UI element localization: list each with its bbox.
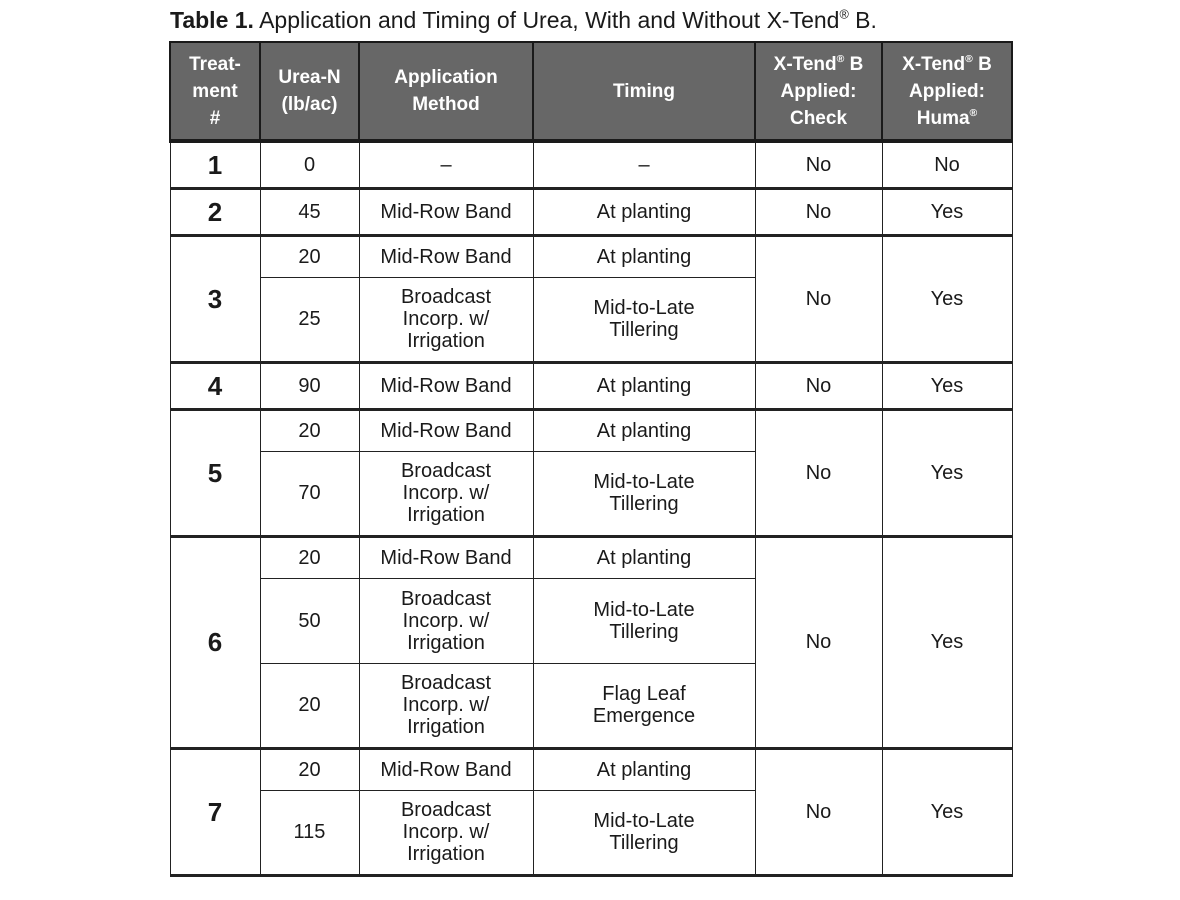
application-method-cell [359,663,533,748]
timing-cell [533,277,755,362]
application-method-cell: Mid-Row Band [359,188,533,235]
timing-cell: At planting [533,188,755,235]
table-row [170,235,1012,277]
urea-application-table [169,41,1013,877]
treatment-number: 6 [170,536,260,748]
table-row [170,188,1012,235]
xtend-check-cell: No [755,362,882,409]
wrapped-text: Broadcast Incorp. w/ Irrigation [400,672,492,738]
registered-mark: ® [836,53,845,65]
header-treatment-line: # [209,107,221,129]
application-method-cell [359,277,533,362]
table-body [170,141,1012,875]
header-method-line: Application [394,67,498,88]
timing-cell [533,578,755,663]
wrapped-text: Mid-to-Late Tillering [593,471,695,515]
table-row [170,748,1012,790]
application-method-cell: Mid-Row Band [359,409,533,451]
xtend-huma-cell: Yes [882,409,1012,536]
application-method-cell [359,451,533,536]
xtend-huma-cell: Yes [882,235,1012,362]
xtend-huma-cell: No [882,141,1012,188]
header-treatment [170,42,260,141]
caption-suffix: B. [848,7,877,33]
caption-label: Table 1. [170,7,254,33]
header-huma-line3 [889,105,1005,132]
urea-n-cell: 20 [260,663,359,748]
treatment-number: 7 [170,748,260,875]
wrapped-text: Flag Leaf Emergence [592,683,696,727]
urea-n-cell: 20 [260,748,359,790]
header-check-line2: Applied: [780,80,857,102]
table-caption [170,5,877,35]
table-row [170,536,1012,578]
header-check-text: B [844,53,864,75]
xtend-check-cell: No [755,188,882,235]
xtend-huma-cell: Yes [882,188,1012,235]
urea-n-cell: 90 [260,362,359,409]
header-huma-text: Huma [916,107,970,129]
table-row [170,409,1012,451]
registered-mark: ® [969,107,978,119]
timing-cell: At planting [533,536,755,578]
xtend-huma-cell: Yes [882,748,1012,875]
caption-text: Application and Timing of Urea, With and Without X-Tend [259,7,840,33]
application-method-cell: Mid-Row Band [359,362,533,409]
timing-cell: – [533,141,755,188]
header-treatment-line: Treat- [189,53,241,75]
header-timing: Timing [533,42,755,141]
treatment-number: 5 [170,409,260,536]
table-row [170,141,1012,188]
header-huma-line2: Applied: [909,80,985,102]
header-huma-text: X-Tend [902,53,966,75]
xtend-check-cell: No [755,235,882,362]
urea-n-cell: 20 [260,536,359,578]
header-check-line3: Check [789,107,848,129]
timing-cell: At planting [533,748,755,790]
wrapped-text: Mid-to-Late Tillering [593,598,695,643]
timing-cell: At planting [533,235,755,277]
treatment-number: 1 [170,141,260,188]
xtend-check-cell: No [755,409,882,536]
header-urea-line: Urea-N [278,67,341,88]
urea-n-cell: 25 [260,277,359,362]
table-row [170,362,1012,409]
timing-cell [533,790,755,875]
application-method-cell: – [359,141,533,188]
header-treatment-line: ment [192,80,238,102]
xtend-check-cell: No [755,536,882,748]
timing-cell: At planting [533,409,755,451]
treatment-number: 2 [170,188,260,235]
application-method-cell: Mid-Row Band [359,748,533,790]
timing-cell: At planting [533,362,755,409]
header-huma-text: B [972,53,992,75]
application-method-cell: Mid-Row Band [359,536,533,578]
header-xtend-check [755,42,882,141]
xtend-huma-cell: Yes [882,536,1012,748]
registered-mark: ® [839,7,849,22]
urea-n-cell: 115 [260,790,359,875]
header-xtend-huma [882,42,1012,141]
header-urea-line: (lb/ac) [281,94,338,115]
header-huma-line1 [889,51,1005,78]
header-row [170,42,1012,141]
application-method-cell [359,790,533,875]
header-urea-n [260,42,359,141]
urea-n-cell: 50 [260,578,359,663]
application-method-cell [359,578,533,663]
wrapped-text: Broadcast Incorp. w/ Irrigation [400,587,492,654]
urea-n-cell: 70 [260,451,359,536]
timing-cell [533,451,755,536]
urea-n-cell: 45 [260,188,359,235]
urea-n-cell: 0 [260,141,359,188]
application-method-cell: Mid-Row Band [359,235,533,277]
treatment-number: 3 [170,235,260,362]
header-check-text: X-Tend [773,53,837,75]
xtend-check-cell: No [755,748,882,875]
wrapped-text: Broadcast Incorp. w/ Irrigation [400,460,492,526]
urea-n-cell: 20 [260,235,359,277]
treatment-number: 4 [170,362,260,409]
xtend-check-cell: No [755,141,882,188]
xtend-huma-cell: Yes [882,362,1012,409]
header-check-line1 [762,51,875,78]
header-method-line: Method [412,94,480,115]
wrapped-text: Mid-to-Late Tillering [593,297,695,341]
header-application-method [359,42,533,141]
timing-cell [533,663,755,748]
registered-mark: ® [965,53,973,65]
urea-n-cell: 20 [260,409,359,451]
wrapped-text: Mid-to-Late Tillering [593,810,695,854]
wrapped-text: Broadcast Incorp. w/ Irrigation [400,286,492,352]
wrapped-text: Broadcast Incorp. w/ Irrigation [400,799,492,865]
